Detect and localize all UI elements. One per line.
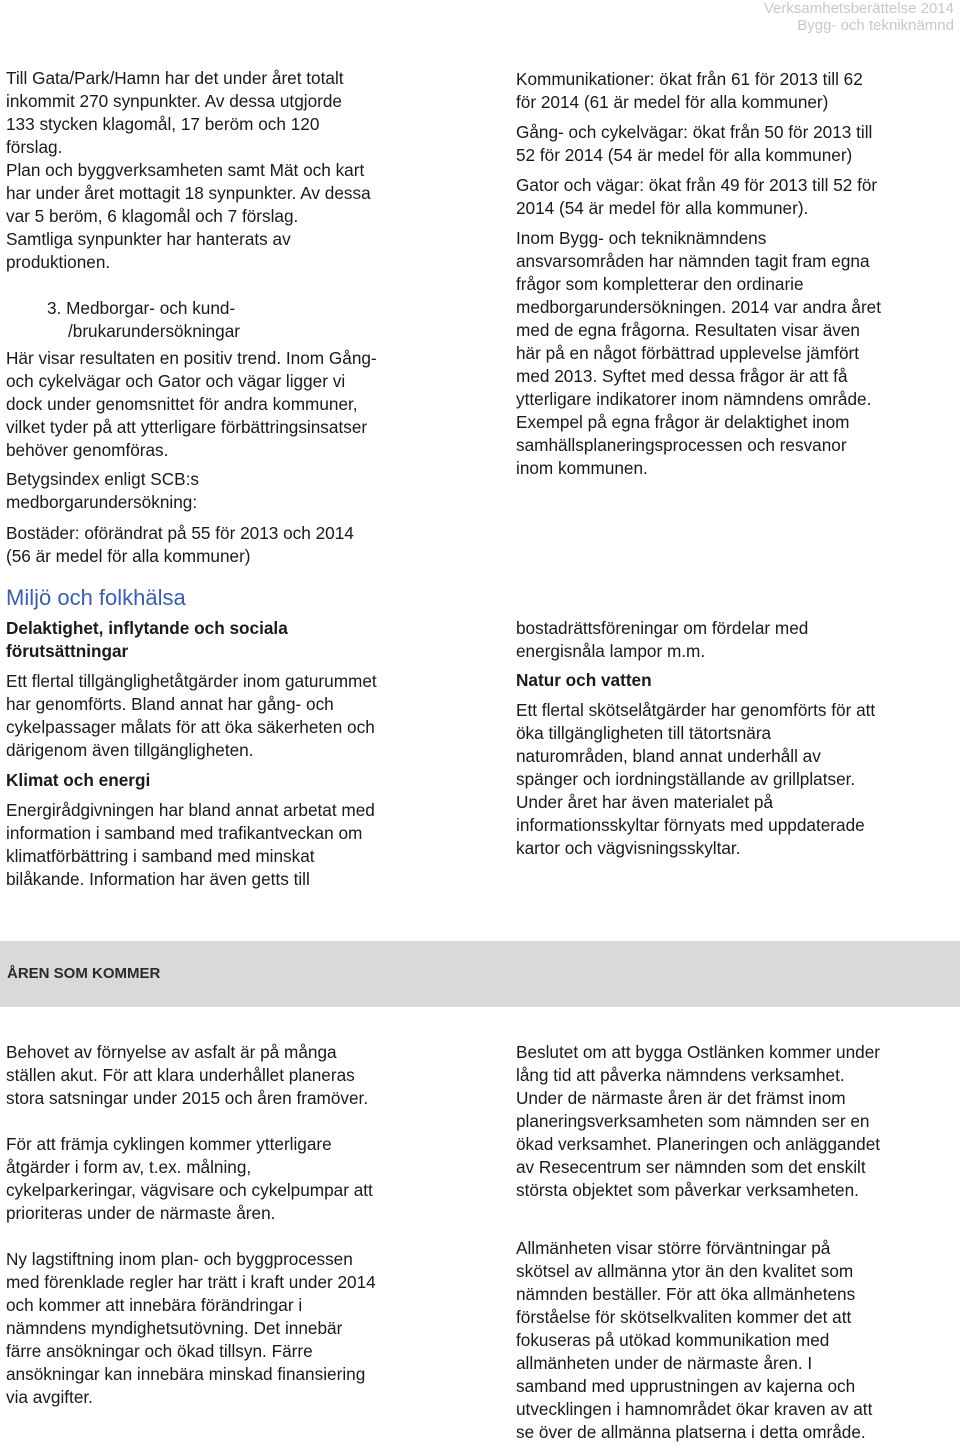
section-heading: 3. Medborgar- och kund- /brukarundersökningar [47,298,240,341]
paragraph: Ett flertal skötselåtgärder har genomförts för att öka tillgängligheten till tätortsnära naturområden, bland annat underhåll av spänger och iordningställande av grillplatser. Under året har även materialet på informationsskyltar förnyats med uppdaterade kartor och vägvisningsskyltar. [516,700,876,858]
paragraph: Allmänheten visar större förväntningar på skötsel av allmänna ytor än den kvalitet som nämnden beställer. För att öka allmänhetens förståelse för skötselkvaliten kommer det att fokuseras på utökad kommunikation med allmänheten under de närmaste åren. I samband med upprustningen av kajerna och utvecklingen i hamnområdet ökar kraven av att se över de allmänna platserna i detta område. [516,1238,873,1442]
paragraph: För att främja cyklingen kommer ytterligare åtgärder i form av, t.ex. målning, cykelparkeringar, vägvisare och cykelpumpar att prioriteras under de närmaste åren. [6,1134,373,1223]
left-bottom-column [6,1041,448,1409]
page-header [764,0,954,34]
paragraph: Gator och vägar: ökat från 49 för 2013 till 52 för 2014 (54 är medel för alla kommuner). [516,175,878,218]
left-top-column [6,67,448,568]
paragraph: Till Gata/Park/Hamn har det under året totalt inkommit 270 synpunkter. Av dessa utgjorde 133 stycken klagomål, 17 beröm och 120 förslag. [6,68,344,157]
subheading: Delaktighet, inflytande och sociala förutsättningar [6,618,288,661]
subheading: Natur och vatten [516,670,652,690]
header-subtitle: Bygg- och tekniknämnd [797,17,954,34]
paragraph: Kommunikationer: ökat från 61 för 2013 till 62 för 2014 (61 är medel för alla kommuner) [516,69,863,112]
paragraph: Ny lagstiftning inom plan- och byggprocessen med förenklade regler har trätt i kraft under 2014 och kommer att innebära förändringar i nämndens myndighetsutövning. Det innebär färre ansökningar och ökad tillsyn. Färre ansökningar kan innebära minskad finansiering via avgifter. [6,1249,376,1407]
paragraph: Bostäder: oförändrat på 55 för 2013 och 2014 (56 är medel för alla kommuner) [6,523,354,566]
section-band [0,941,960,1007]
paragraph: Energirådgivningen har bland annat arbetat med information i samband med trafikantveckan om klimatförbättring i samband med minskat bilåkande. Information har även getts till [6,800,375,889]
paragraph: Inom Bygg- och tekniknämndens ansvarsområden har nämnden tagit fram egna frågor som kompletterar den ordinarie medborgarundersökningen. 2014 var andra året med de egna frågorna. Resultaten visar även här på en något förbättrad upplevelse jämfört med 2013. Syftet med dessa frågor är att få ytterligare indikatorer inom nämndens område. Exempel på egna frågor är delaktighet inom samhällsplaneringsprocessen och resvanor inom kommunen. [516,228,881,478]
paragraph: Betygsindex enligt SCB:s medborgarundersökning: [6,469,199,512]
paragraph: Plan och byggverksamheten samt Mät och kart har under året mottagit 18 synpunkter. Av dessa var 5 beröm, 6 klagomål och 7 förslag. Samtliga synpunkter har hanterats av produktionen. [6,160,371,272]
paragraph: Ett flertal tillgänglighetåtgärder inom gaturummet har genomförts. Bland annat har gång- och cykelpassager målats för att öka säkerheten och därigenom även tillgängligheten. [6,671,377,760]
paragraph: bostadrättsföreningar om fördelar med energisnåla lampor m.m. [516,618,809,661]
paragraph: Behovet av förnyelse av asfalt är på många ställen akut. För att klara underhållet planeras stora satsningar under 2015 och åren framöver. [6,1042,369,1108]
right-bottom-column [516,1041,958,1444]
paragraph: Här visar resultaten en positiv trend. Inom Gång- och cykelvägar och Gator och vägar ligger vi dock under genomsnittet för andra kommuner, vilket tyder på att ytterligare förbättringsinsatser behöver genomföras. [6,348,377,460]
section-title: Miljö och folkhälsa [6,585,186,610]
band-title: ÅREN SOM KOMMER [7,965,161,982]
subheading: Klimat och energi [6,770,151,790]
left-mid-column [6,584,448,891]
paragraph: Gång- och cykelvägar: ökat från 50 för 2013 till 52 för 2014 (54 är medel för alla kommuner) [516,122,873,165]
right-mid-column [516,617,958,860]
paragraph: Beslutet om att bygga Ostlänken kommer under lång tid att påverka nämndens verksamhet. Under de närmaste åren är det främst inom planeringsverksamheten som nämnden ser en ökad verksamhet. Planeringen och anläggandet av Resecentrum ser nämnden som det enskilt största objektet som påverkar verksamheten. [516,1042,881,1200]
header-title: Verksamhetsberättelse 2014 [763,0,954,17]
right-top-column [516,68,958,480]
